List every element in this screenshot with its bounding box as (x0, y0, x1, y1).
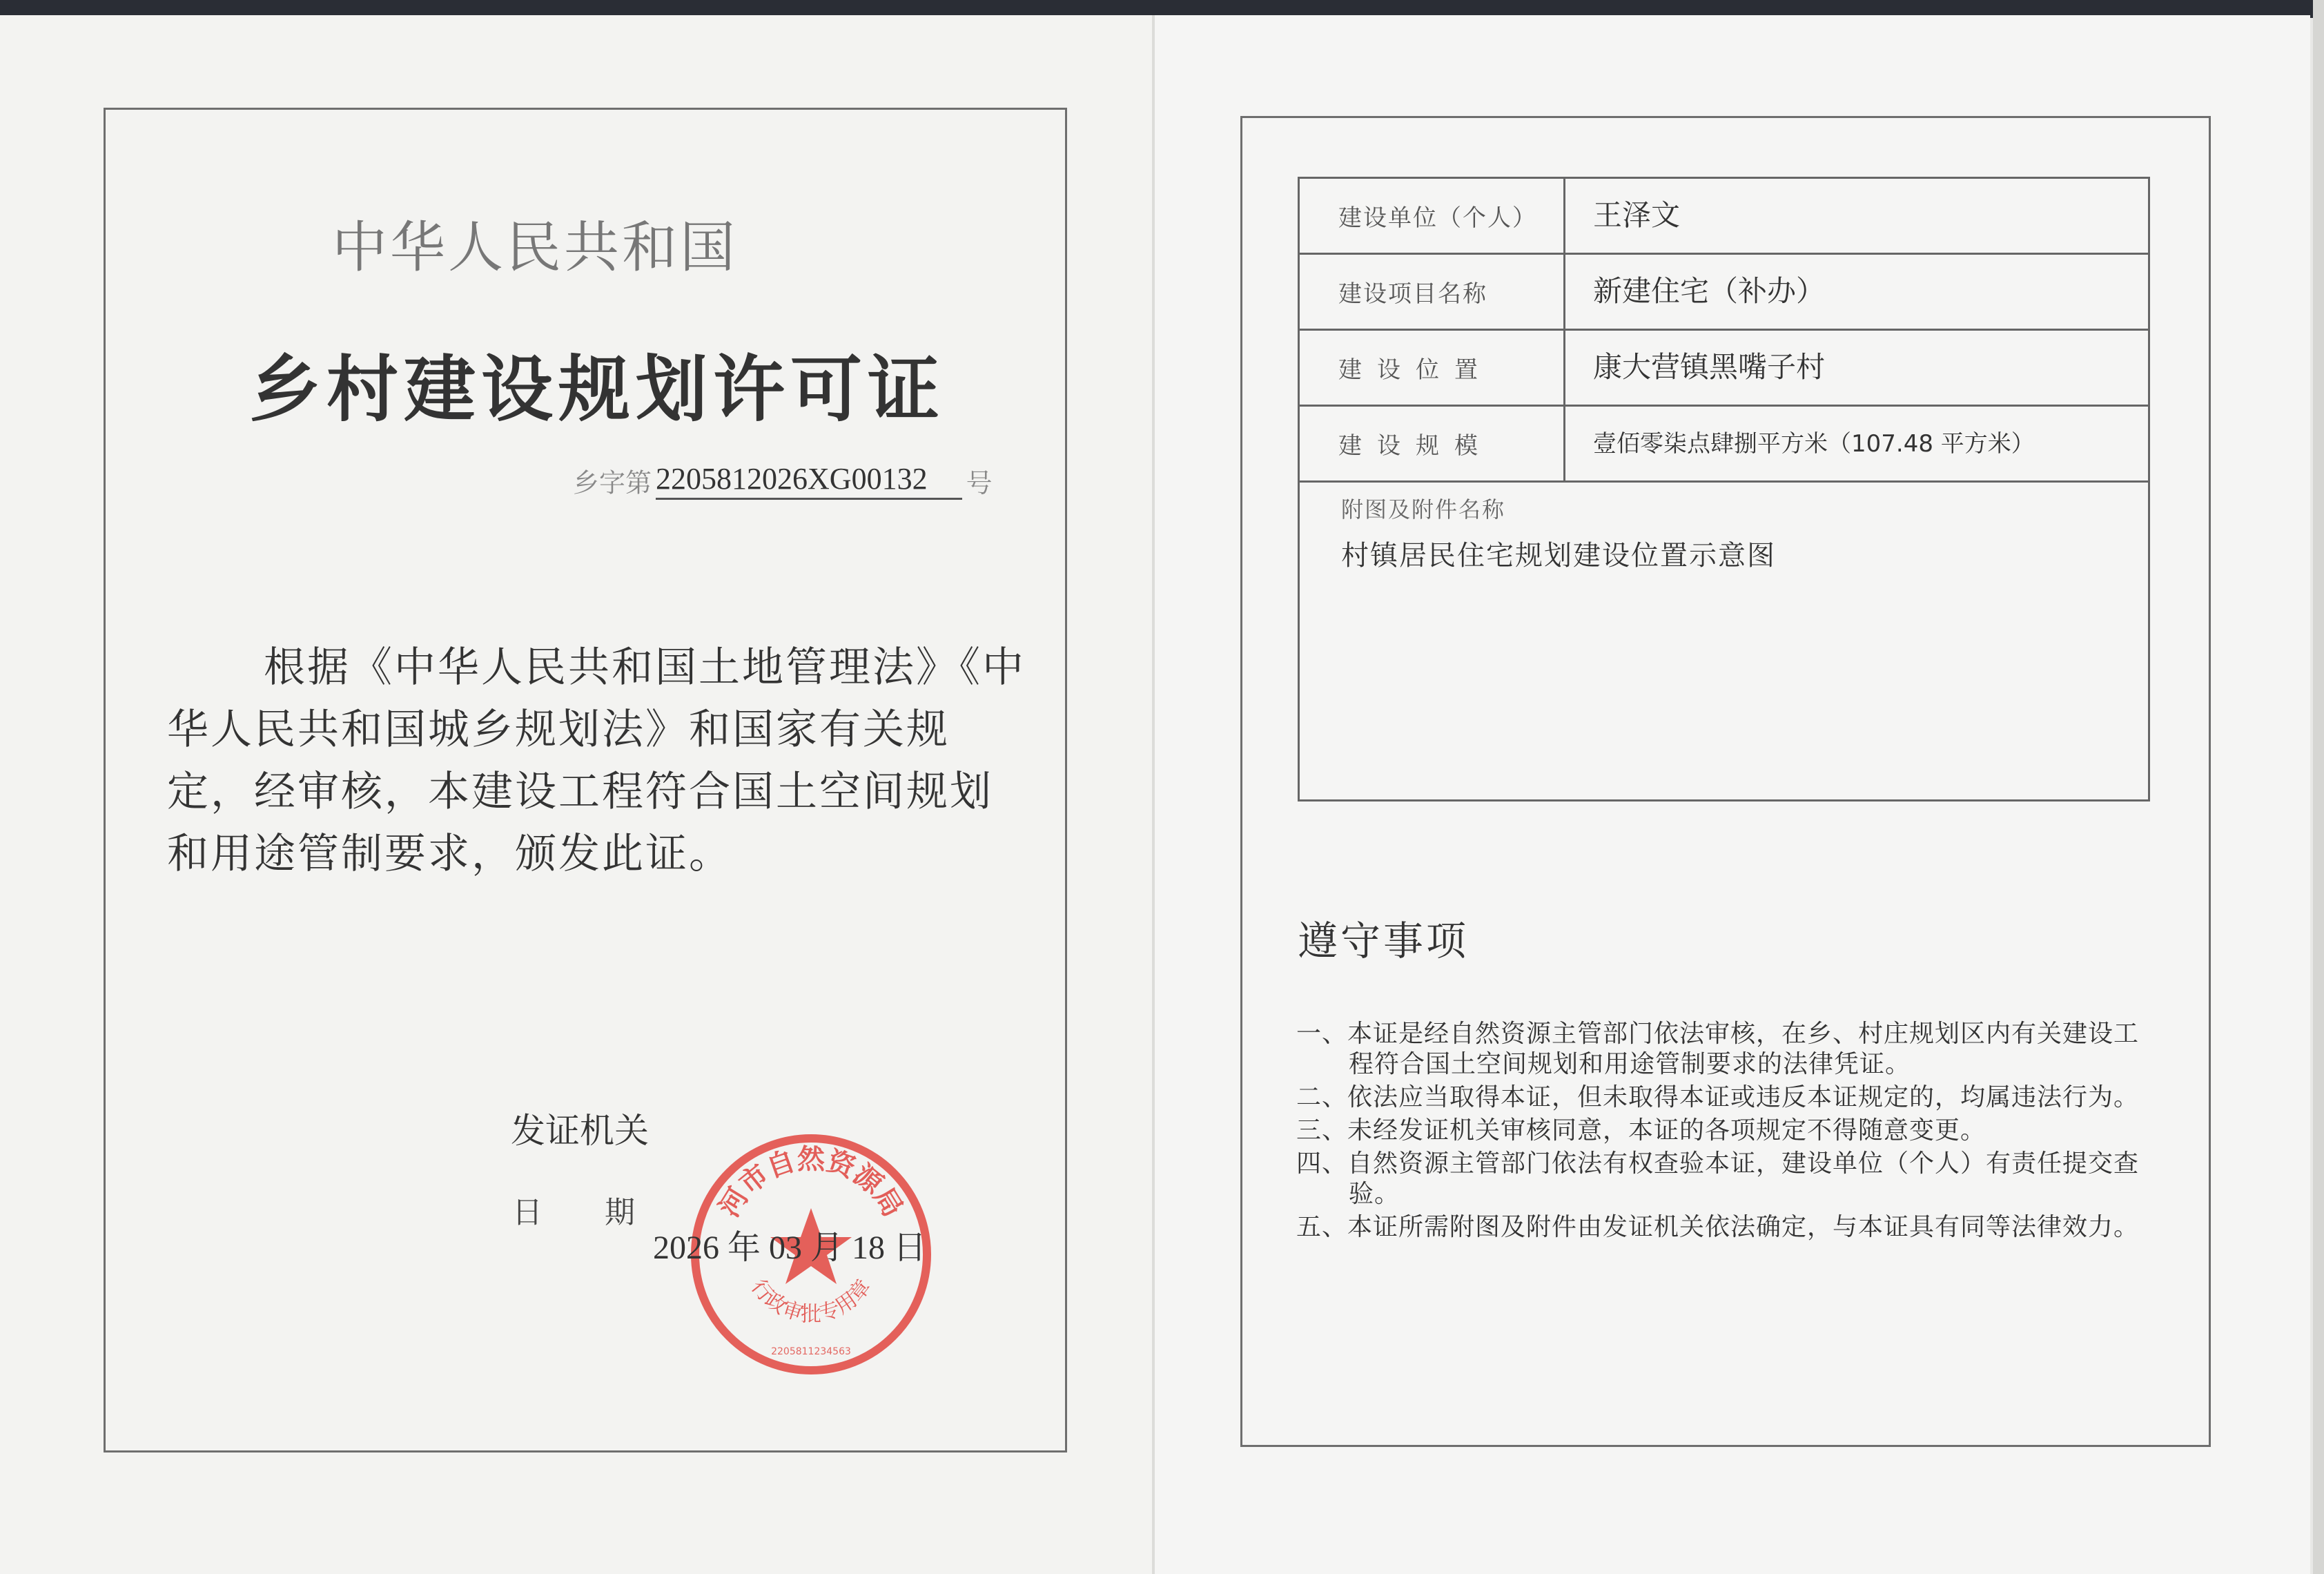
number-suffix: 号 (966, 467, 993, 498)
list-item: 二、依法应当取得本证，但未取得本证或违反本证规定的，均属违法行为。 (1296, 1083, 2140, 1111)
rules-title: 遵守事项 (1298, 917, 1469, 964)
certificate-body-text: 根据《中华人民共和国土地管理法》《中华人民共和国城乡规划法》和国家有关规定，经审核，本建设工程符合国土空间规划和用途管制要求，颁发此证。 (167, 643, 1026, 878)
country-name: 中华人民共和国 (332, 215, 738, 280)
certificate-number: 2205812026XG00132 (656, 461, 962, 500)
table-row (1299, 330, 2149, 406)
table-row (1299, 254, 2149, 330)
field-label-project-name: 建设项目名称 (1299, 254, 1565, 330)
issuer-label: 发证机关 (511, 1111, 649, 1151)
date-label: 日期 (512, 1195, 697, 1230)
attachment-value: 村镇居民住宅规划建设位置示意图 (1341, 540, 1776, 572)
field-value-builder: 王泽文 (1565, 178, 2149, 254)
table-row (1299, 406, 2149, 482)
field-label-builder: 建设单位（个人） (1299, 178, 1565, 254)
field-value-scale: 壹佰零柒点肆捌平方米（107.48 平方米） (1565, 406, 2149, 482)
page-fold (1152, 15, 1155, 1574)
table-row (1299, 482, 2149, 801)
field-value-project-name: 新建住宅（补办） (1565, 254, 2149, 330)
project-info-table (1298, 177, 2150, 801)
list-item: 一、本证是经自然资源主管部门依法审核，在乡、村庄规划区内有关建设工程符合国土空间规划和用途管制要求的法律凭证。 (1296, 1020, 2140, 1078)
list-item: 四、自然资源主管部门依法有权查验本证，建设单位（个人）有责任提交查验。 (1296, 1149, 2140, 1208)
field-label-scale: 建设规模 (1299, 406, 1565, 482)
field-value-location: 康大营镇黑嘴子村 (1565, 330, 2149, 406)
attachment-cell (1299, 482, 2149, 801)
number-prefix: 乡字第 (573, 467, 652, 498)
background-right-edge (2313, 0, 2324, 1574)
list-item: 三、未经发证机关审核同意，本证的各项规定不得随意变更。 (1296, 1116, 1986, 1145)
certificate-title: 乡村建设规划许可证 (248, 347, 945, 431)
list-item: 五、本证所需附图及附件由发证机关依法确定，与本证具有同等法律效力。 (1296, 1213, 2140, 1241)
rules-list (1296, 1019, 2152, 1245)
seal-code: 2205811234563 (771, 1346, 851, 1357)
attachment-label: 附图及附件名称 (1341, 496, 1506, 523)
seal-outer-text: 河市自然资源局 (713, 1143, 909, 1223)
table-row (1299, 178, 2149, 254)
svg-text:行政审批专用章 (746, 1275, 876, 1326)
seal-inner-text: 行政审批专用章 (746, 1274, 876, 1327)
certificate-number-line (573, 461, 993, 500)
field-label-location: 建设位置 (1299, 330, 1565, 406)
issue-date: 2026 年 03 月 18 日 (653, 1230, 927, 1266)
